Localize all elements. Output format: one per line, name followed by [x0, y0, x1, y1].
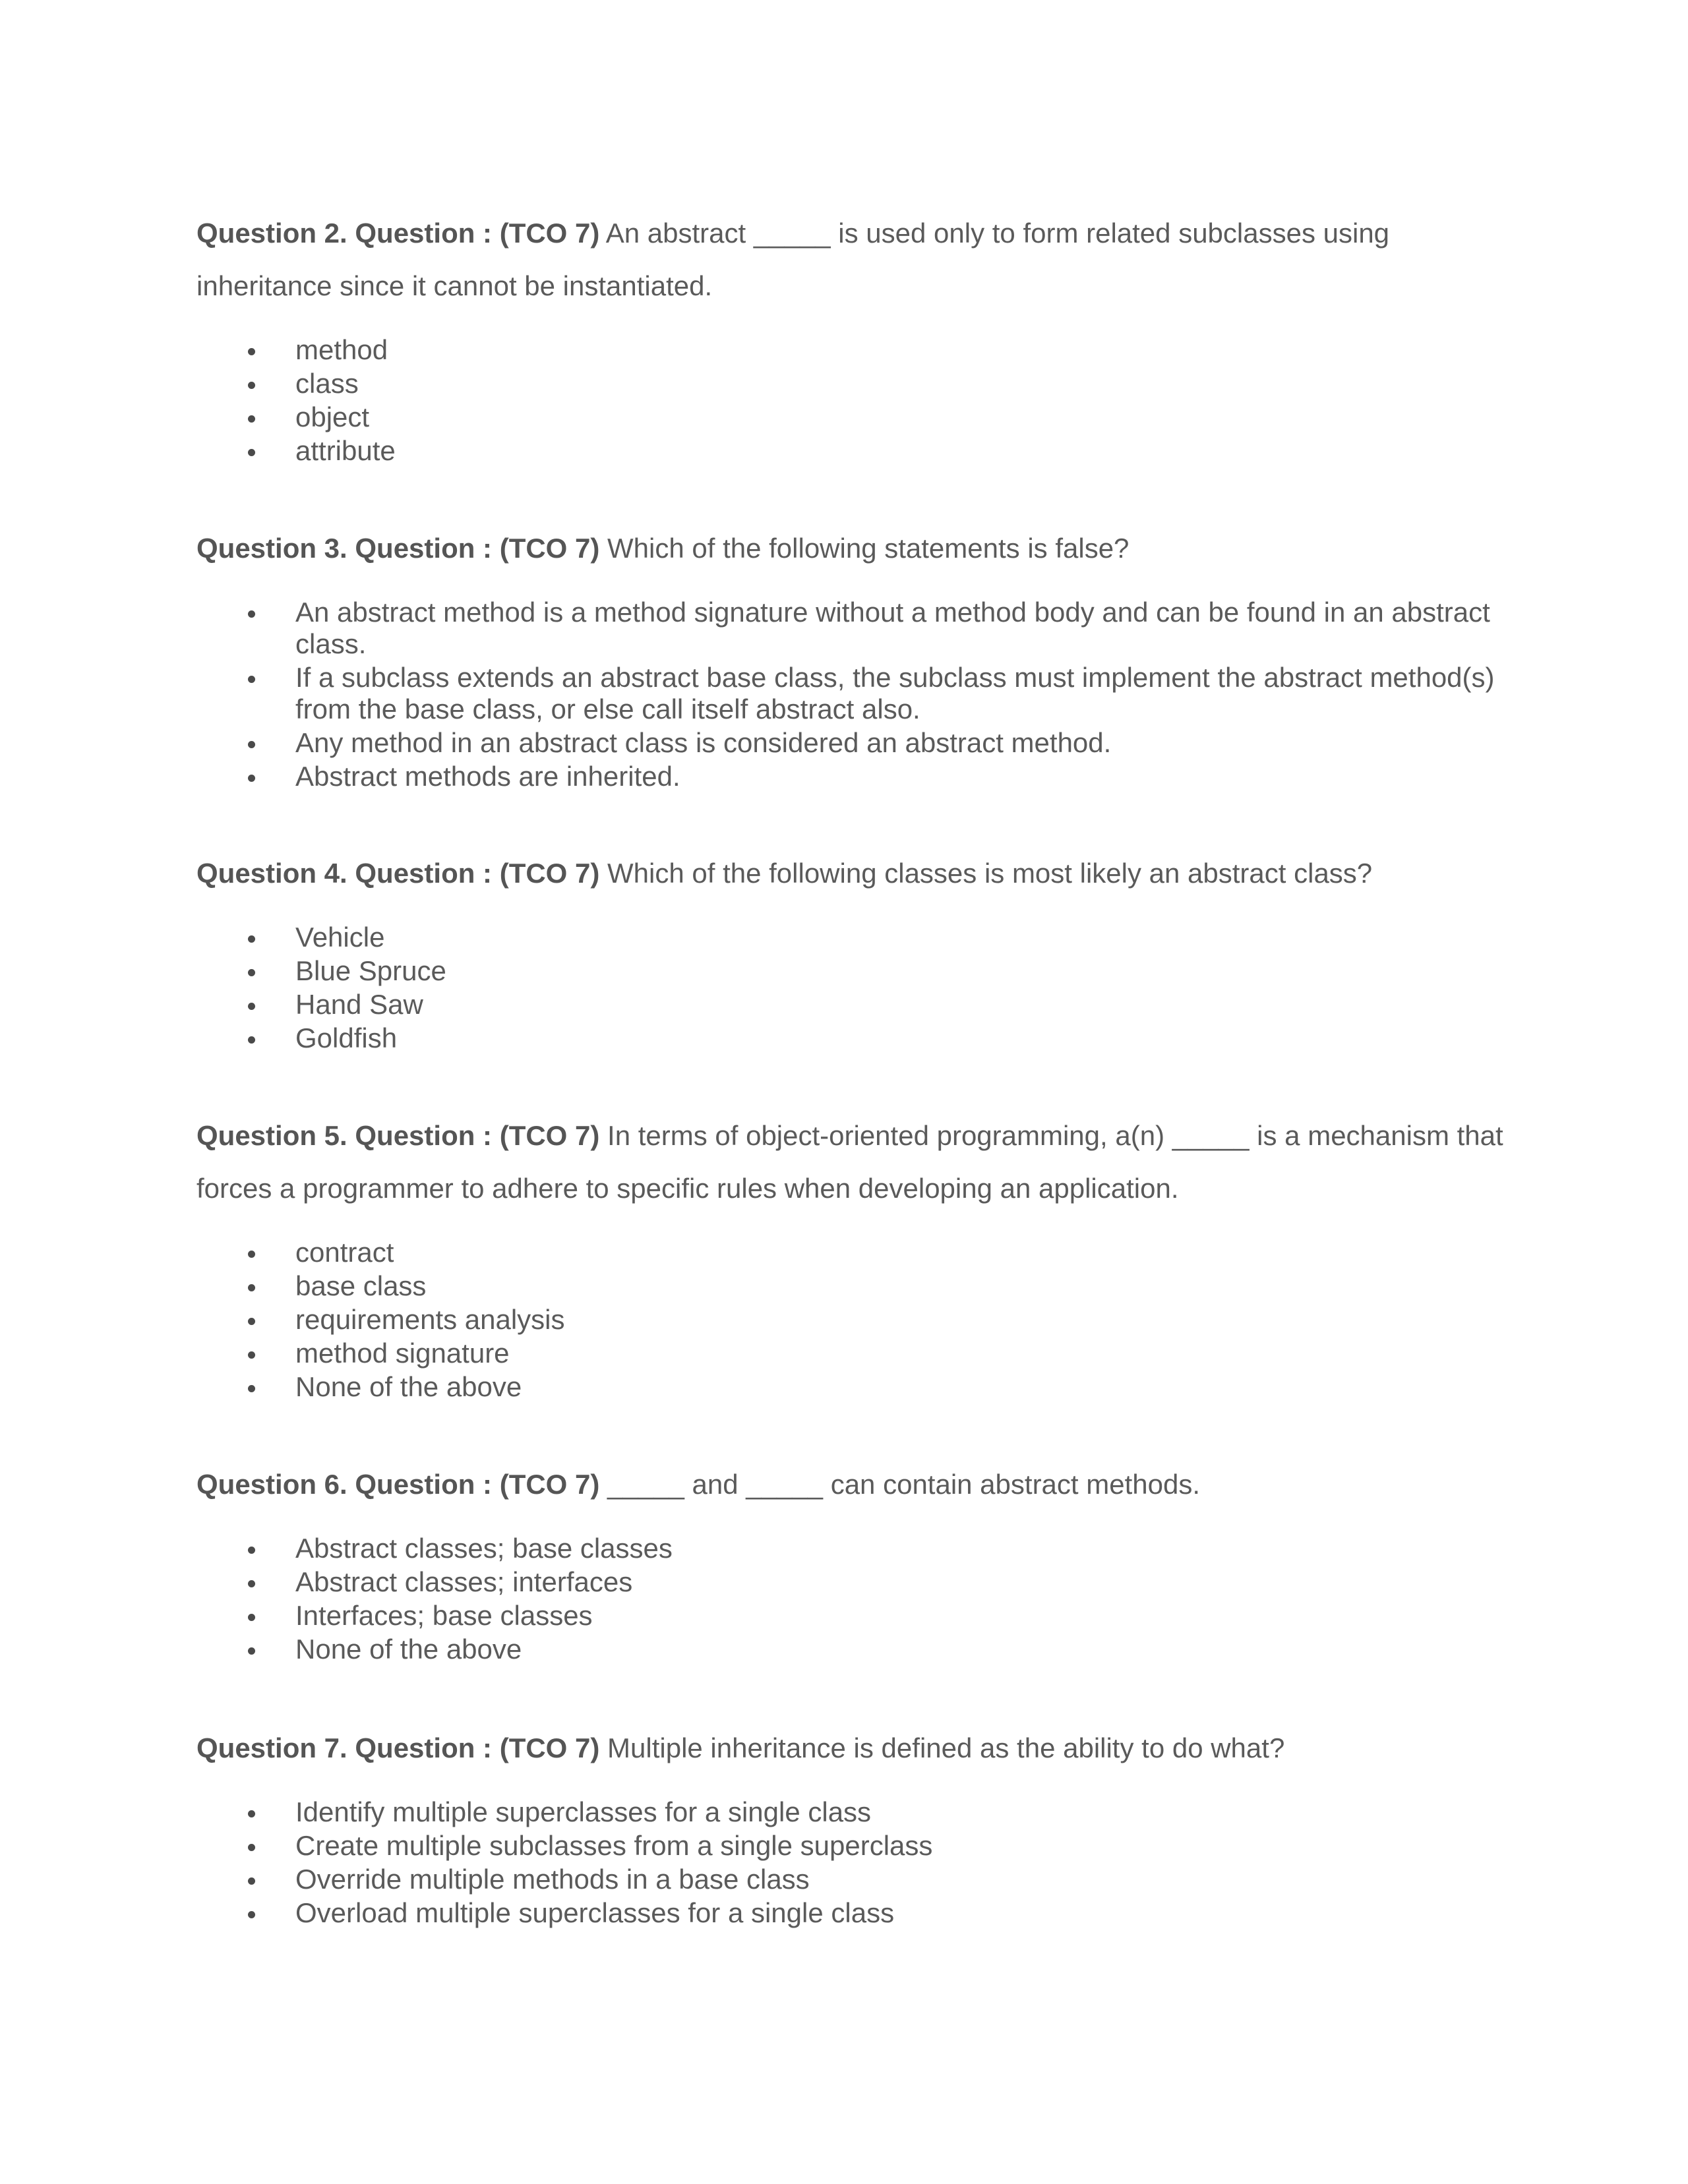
- question-7-label: Question 7. Question : (TCO 7): [196, 1732, 600, 1763]
- option-text: Create multiple subclasses from a single superclass: [295, 1830, 933, 1861]
- bullet-icon: [248, 1844, 255, 1851]
- question-5-option-5: [196, 1371, 1509, 1403]
- option-text: None of the above: [295, 1634, 522, 1665]
- option-text: base class: [295, 1270, 427, 1301]
- bullet-icon: [248, 969, 255, 976]
- option-text: class: [295, 368, 359, 399]
- question-4-option-2: [196, 955, 1509, 987]
- question-4-label: Question 4. Question : (TCO 7): [196, 858, 600, 889]
- option-text: Abstract classes; interfaces: [295, 1566, 633, 1597]
- option-text: Abstract classes; base classes: [295, 1533, 673, 1564]
- option-text: None of the above: [295, 1371, 522, 1402]
- option-text: Vehicle: [295, 922, 385, 953]
- question-4-option-1: [196, 922, 1509, 953]
- question-5-text: In terms of object-oriented programming, a(n) _____ is a mechanism that forces a programmer to adhere to specific rules when developing an application.: [196, 1120, 1503, 1204]
- question-6-option-3: [196, 1600, 1509, 1632]
- question-5-options: [196, 1237, 1509, 1403]
- question-6-option-2: [196, 1566, 1509, 1598]
- option-text: Overload multiple superclasses for a single class: [295, 1897, 895, 1928]
- bullet-icon: [248, 1351, 255, 1359]
- bullet-icon: [248, 775, 255, 782]
- question-5-option-3: [196, 1304, 1509, 1336]
- option-text: Any method in an abstract class is considered an abstract method.: [295, 727, 1112, 758]
- question-2-option-2: [196, 368, 1509, 399]
- question-6: [196, 1458, 1509, 1667]
- question-6-prompt: [196, 1458, 1509, 1511]
- option-text: Hand Saw: [295, 989, 423, 1020]
- bullet-icon: [248, 1580, 255, 1587]
- question-2-option-1: [196, 334, 1509, 366]
- question-3-label: Question 3. Question : (TCO 7): [196, 533, 600, 564]
- bullet-icon: [248, 1547, 255, 1554]
- question-4-option-3: [196, 989, 1509, 1020]
- option-text: method signature: [295, 1338, 510, 1369]
- question-3-option-2: [196, 662, 1509, 725]
- question-2-options: [196, 334, 1509, 467]
- question-7-prompt: [196, 1722, 1509, 1775]
- question-3-text: Which of the following statements is false?: [599, 533, 1130, 564]
- question-7-options: [196, 1796, 1509, 1929]
- bullet-icon: [248, 741, 255, 748]
- question-2-option-4: [196, 435, 1509, 467]
- bullet-icon: [248, 1284, 255, 1291]
- bullet-icon: [248, 610, 255, 618]
- question-5-label: Question 5. Question : (TCO 7): [196, 1120, 600, 1151]
- option-text: object: [295, 401, 370, 432]
- question-7-option-3: [196, 1864, 1509, 1895]
- option-text: attribute: [295, 435, 396, 466]
- bullet-icon: [248, 676, 255, 683]
- bullet-icon: [248, 449, 255, 456]
- question-2-option-3: [196, 401, 1509, 433]
- question-5: [196, 1109, 1509, 1405]
- question-2-prompt: [196, 207, 1509, 312]
- bullet-icon: [248, 348, 255, 355]
- option-text: Goldfish: [295, 1022, 398, 1053]
- question-7-option-4: [196, 1897, 1509, 1929]
- bullet-icon: [248, 382, 255, 389]
- bullet-icon: [248, 1911, 255, 1918]
- bullet-icon: [248, 1810, 255, 1817]
- bullet-icon: [248, 415, 255, 423]
- question-2-text: An abstract _____ is used only to form related subclasses using inheritance since it cannot be instantiated.: [196, 218, 1390, 301]
- question-5-option-2: [196, 1270, 1509, 1302]
- option-text: Blue Spruce: [295, 955, 446, 986]
- question-2: [196, 207, 1509, 469]
- question-3-option-3: [196, 727, 1509, 759]
- question-6-option-1: [196, 1533, 1509, 1564]
- bullet-icon: [248, 935, 255, 943]
- question-3-prompt: [196, 522, 1509, 575]
- question-4-options: [196, 922, 1509, 1054]
- bullet-icon: [248, 1614, 255, 1621]
- question-3: [196, 522, 1509, 794]
- question-5-option-1: [196, 1237, 1509, 1268]
- question-3-options: [196, 597, 1509, 792]
- question-4-prompt: [196, 847, 1509, 900]
- bullet-icon: [248, 1251, 255, 1258]
- bullet-icon: [248, 1036, 255, 1044]
- question-3-option-4: [196, 761, 1509, 792]
- option-text: Interfaces; base classes: [295, 1600, 593, 1631]
- question-4: [196, 847, 1509, 1056]
- question-7-text: Multiple inheritance is defined as the ability to do what?: [599, 1732, 1285, 1763]
- bullet-icon: [248, 1647, 255, 1655]
- bullet-icon: [248, 1385, 255, 1392]
- option-text: requirements analysis: [295, 1304, 565, 1335]
- bullet-icon: [248, 1318, 255, 1325]
- question-4-option-4: [196, 1022, 1509, 1054]
- question-6-label: Question 6. Question : (TCO 7): [196, 1469, 600, 1500]
- option-text: Identify multiple superclasses for a single class: [295, 1796, 872, 1827]
- option-text: method: [295, 334, 388, 365]
- question-3-option-1: [196, 597, 1509, 660]
- option-text: contract: [295, 1237, 394, 1268]
- question-2-label: Question 2. Question : (TCO 7): [196, 218, 600, 249]
- option-text: An abstract method is a method signature without a method body and can be found in an abstract class.: [295, 597, 1490, 659]
- question-5-option-4: [196, 1338, 1509, 1369]
- option-text: Abstract methods are inherited.: [295, 761, 680, 792]
- question-7: [196, 1722, 1509, 1931]
- question-6-option-4: [196, 1634, 1509, 1665]
- option-text: Override multiple methods in a base class: [295, 1864, 810, 1895]
- bullet-icon: [248, 1877, 255, 1885]
- question-6-options: [196, 1533, 1509, 1665]
- question-7-option-2: [196, 1830, 1509, 1862]
- question-6-text: _____ and _____ can contain abstract methods.: [599, 1469, 1201, 1500]
- bullet-icon: [248, 1003, 255, 1010]
- question-7-option-1: [196, 1796, 1509, 1828]
- option-text: If a subclass extends an abstract base class, the subclass must implement the abstract method(s) from the base class, or else call itself abstract also.: [295, 662, 1495, 724]
- question-4-text: Which of the following classes is most likely an abstract class?: [599, 858, 1373, 889]
- question-5-prompt: [196, 1109, 1509, 1215]
